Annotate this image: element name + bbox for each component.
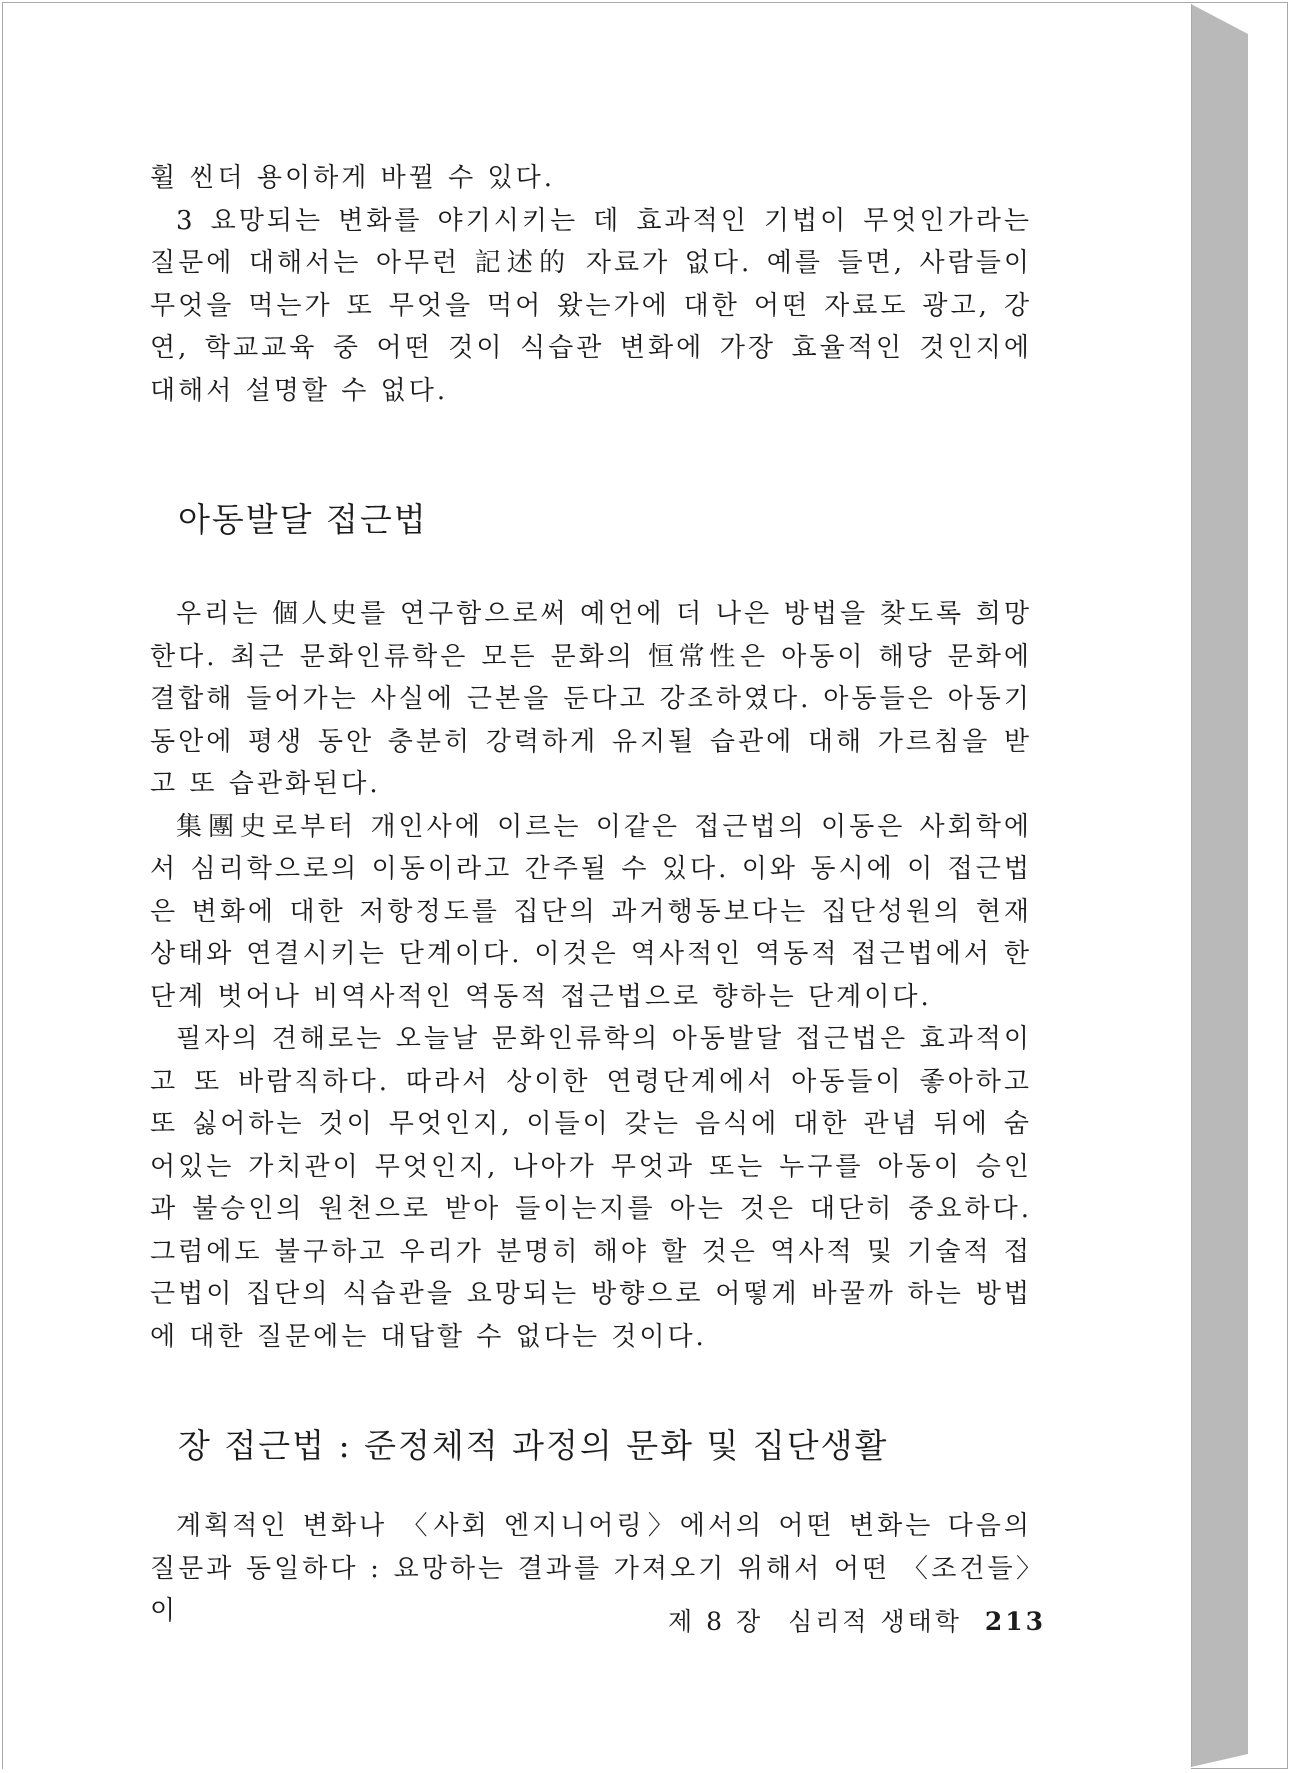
paragraph-personal-history: 우리는 個人史를 연구함으로써 예언에 더 나은 방법을 찾도록 희망한다. 최근 문화인류학은 모든 문화의 恒常性은 아동이 해당 문화에 결합해 들어가는 사실에 근본을 둔다고 강조하였다. 아동들은 아동기 동안에 평생 동안 충분히 강력하게 유지될 습관에 대해 가르침을 받고 또 습관화된다.	[150, 599, 1032, 799]
paragraph-continued: 휠 씬더 용이하게 바뀔 수 있다.	[150, 163, 555, 193]
paragraph-author-view: 필자의 견해로는 오늘날 문화인류학의 아동발달 접근법은 효과적이고 또 바람직하다. 따라서 상이한 연령단계에서 아동들이 좋아하고 또 싫어하는 것이 무엇인지, 이들이 갖는 음식에 대한 관념 뒤에 숨어있는 가치관이 무엇인지, 나아가 무엇과 또는 누구를 아동이 승인과 불승인의 원천으로 받아 들이는지를 아는 것은 대단히 중요하다. 그럼에도 불구하고 우리가 분명히 해야 할 것은 역사적 및 기술적 접근법이 집단의 식습관을 요망되는 방향으로 어떻게 바꿀까 하는 방법에 대한 질문에는 대답할 수 없다는 것이다.	[150, 1024, 1032, 1352]
paragraph-group-history: 集團史로부터 개인사에 이르는 이같은 접근법의 이동은 사회학에서 심리학으로의 이동이라고 간주될 수 있다. 이와 동시에 이 접근법은 변화에 대한 저항정도를 집단의 과거행동보다는 집단성원의 현재상태와 연결시키는 단계이다. 이것은 역사적인 역동적 접근법에서 한 단계 벗어나 비역사적인 역동적 접근법으로 향하는 단계이다.	[150, 811, 1032, 1012]
page-footer	[668, 1602, 1046, 1638]
footer-chapter: 제 8 장	[668, 1607, 764, 1636]
footer-title: 심리적 생태학	[788, 1607, 962, 1636]
section-heading-child-development: 아동발달 접근법	[178, 500, 428, 539]
section-heading-field-approach: 장 접근법 : 준정체적 과정의 문화 및 집단생활	[178, 1426, 889, 1465]
paragraph-point-3: 3 요망되는 변화를 야기시키는 데 효과적인 기법이 무엇인가라는 질문에 대해서는 아무런 記述的 자료가 없다. 예를 들면, 사람들이 무엇을 먹는가 또 무엇을 먹어 왔는가에 대한 어떤 자료도 광고, 강연, 학교교육 중 어떤 것이 식습관 변화에 가장 효율적인 것인지에 대해서 설명할 수 없다.	[150, 205, 1032, 406]
page-body	[150, 157, 1032, 1633]
paragraph-planned-change: 계획적인 변화나 〈사회 엔지니어링〉에서의 어떤 변화는 다음의 질문과 동일하다 : 요망하는 결과를 가져오기 위해서 어떤 〈조건들〉이	[150, 1511, 1032, 1626]
page-number: 213	[984, 1607, 1047, 1636]
